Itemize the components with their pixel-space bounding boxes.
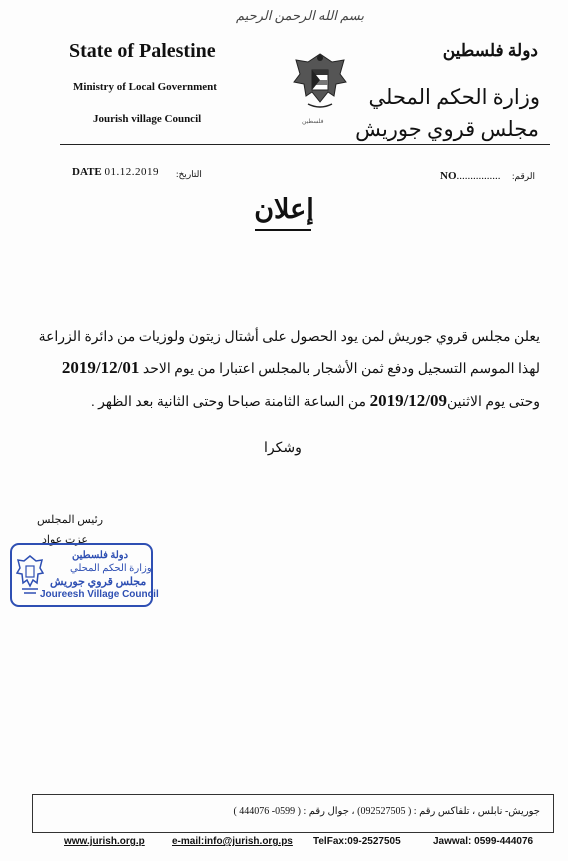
footer-email-link[interactable]: e-mail:info@jurish.org.ps xyxy=(172,836,293,847)
reference-number-field xyxy=(440,170,501,182)
english-state-title: State of Palestine xyxy=(69,40,216,62)
date-label: DATE xyxy=(72,166,102,178)
stamp-line-4: Joureesh Village Council xyxy=(40,589,159,600)
stamp-line-3: مجلس قروي جوريش xyxy=(50,576,147,588)
announcement-line-3 xyxy=(91,391,540,411)
footer-address: جوريش- نابلس ، تلفاكس رقم : ( 092527505) ، جوال رقم : ( 0599- 444076 ) xyxy=(233,806,540,817)
palestine-eagle-emblem-icon xyxy=(290,48,350,120)
announcement-line-1: يعلن مجلس قروي جوريش لمن يود الحصول على أشتال زيتون ولوزيات من دائرة الزراعة xyxy=(38,330,540,345)
emblem-caption: فلسطين xyxy=(302,119,324,125)
line-3-start: وحتى يوم الاثنين xyxy=(447,395,540,410)
signatory-title: رئيس المجلس xyxy=(37,514,103,526)
signatory-name: عزت عواد xyxy=(42,534,88,546)
english-council-name: Jourish village Council xyxy=(93,113,202,125)
footer-website-link[interactable]: www.jurish.org.p xyxy=(64,836,145,847)
english-ministry-name: Ministry of Local Government xyxy=(73,81,217,93)
stamp-line-1: دولة فلسطين xyxy=(72,550,129,561)
announcement-title: إعلان xyxy=(254,194,314,224)
end-date: 2019/12/09 xyxy=(369,391,448,410)
line-2-text: لهذا الموسم التسجيل ودفع ثمن الأشجار بالمجلس اعتبارا من يوم الاحد xyxy=(142,362,540,377)
header-divider xyxy=(60,144,550,145)
number-label-arabic: الرقم: xyxy=(512,171,536,181)
arabic-ministry-name: وزارة الحكم المحلي xyxy=(368,85,540,109)
title-underline xyxy=(255,229,311,231)
number-placeholder-dots: ................ xyxy=(456,170,501,182)
closing-thanks: وشكرا xyxy=(264,441,302,456)
arabic-state-title: دولة فلسطين xyxy=(442,41,538,60)
line-3-end: من الساعة الثامنة صباحا وحتى الثانية بعد الظهر . xyxy=(91,395,367,410)
footer-divider xyxy=(32,832,554,833)
official-stamp xyxy=(10,543,159,607)
arabic-council-name: مجلس قروي جوريش xyxy=(355,117,539,141)
number-label: NO xyxy=(440,170,457,182)
date-value: 01.12.2019 xyxy=(104,166,159,178)
footer-jawwal: Jawwal: 0599-444076 xyxy=(433,836,534,847)
start-date: 2019/12/01 xyxy=(61,358,140,377)
date-field xyxy=(72,166,159,178)
announcement-line-2 xyxy=(62,358,540,378)
date-label-arabic: التاريخ: xyxy=(176,169,202,179)
footer-telfax: TelFax:09-2527505 xyxy=(313,836,401,847)
basmala-heading: بسم الله الرحمن الرحيم xyxy=(236,8,365,23)
stamp-line-2: وزارة الحكم المحلي xyxy=(70,563,152,574)
